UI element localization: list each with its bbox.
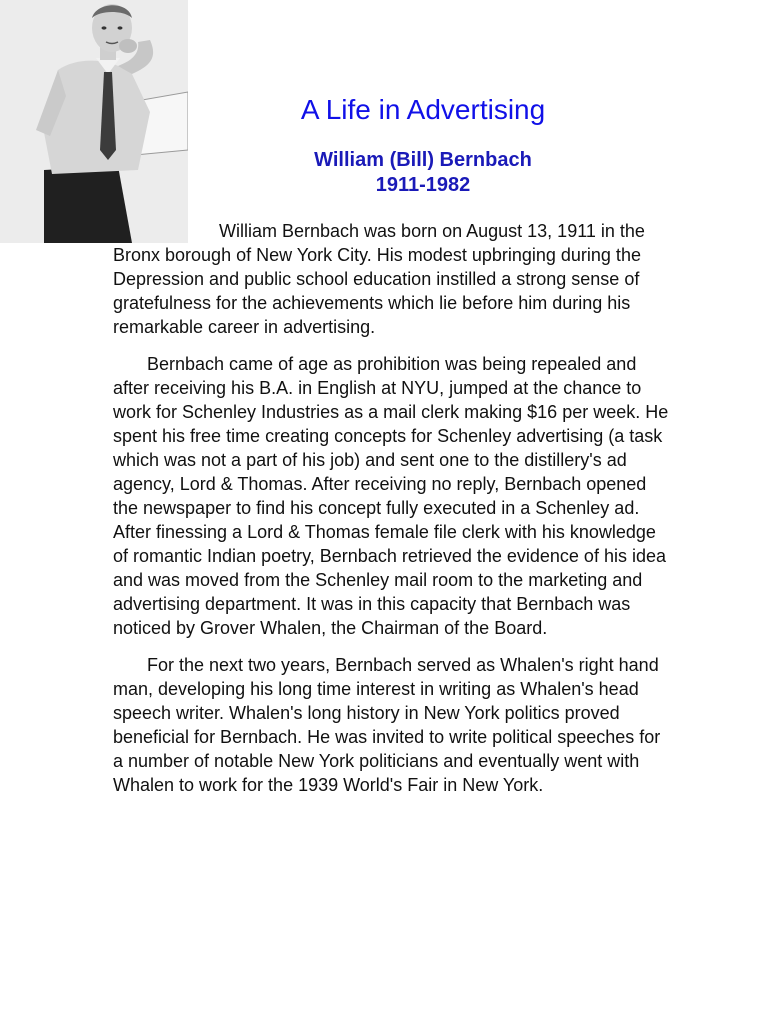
portrait-illustration: [0, 0, 188, 243]
paragraph-2: Bernbach came of age as prohibition was being repealed and after receiving his B.A. in English at NYU, jumped at the chance to work for Schenley Industries as a mail clerk making $16 per week. He spent his free time creating concepts for Schenley advertising (a task which was not a part of his job) and sent one to the distillery's ad agency, Lord & Thomas. After receiving no reply, Bernbach opened the newspaper to find his concept fully executed in a Schenley ad. After finessing a Lord & Thomas female file clerk with his knowledge of romantic Indian poetry, Bernbach retrieved the evidence of his idea and was moved from the Schenley mail room to the marketing and advertising department. It was in this capacity that Bernbach was noticed by Grover Whalen, the Chairman of the Board.: [113, 354, 669, 638]
subtitle: [196, 148, 650, 198]
portrait-photo: [0, 0, 188, 243]
paragraph-1: [113, 219, 673, 339]
article-body: [113, 219, 673, 810]
paragraph-1-text: William Bernbach was born on August 13, 1911 in the Bronx borough of New York City. His modest upbringing during the Depression and public school education instilled a strong sense of gratefulness for the achievements which lie before him during his remarkable career in advertising.: [113, 221, 645, 337]
subtitle-name: William (Bill) Bernbach: [314, 149, 532, 171]
page-title: A Life in Advertising: [300, 94, 546, 125]
paragraph-3: For the next two years, Bernbach served as Whalen's right hand man, developing his long time interest in writing as Whalen's head speech writer. Whalen's long history in New York politics proved beneficial for Bernbach. He was invited to write political speeches for a number of notable New York politicians and eventually went with Whalen to work for the 1939 World's Fair in New York.: [113, 655, 661, 795]
subtitle-years: 1911-1982: [375, 174, 471, 196]
